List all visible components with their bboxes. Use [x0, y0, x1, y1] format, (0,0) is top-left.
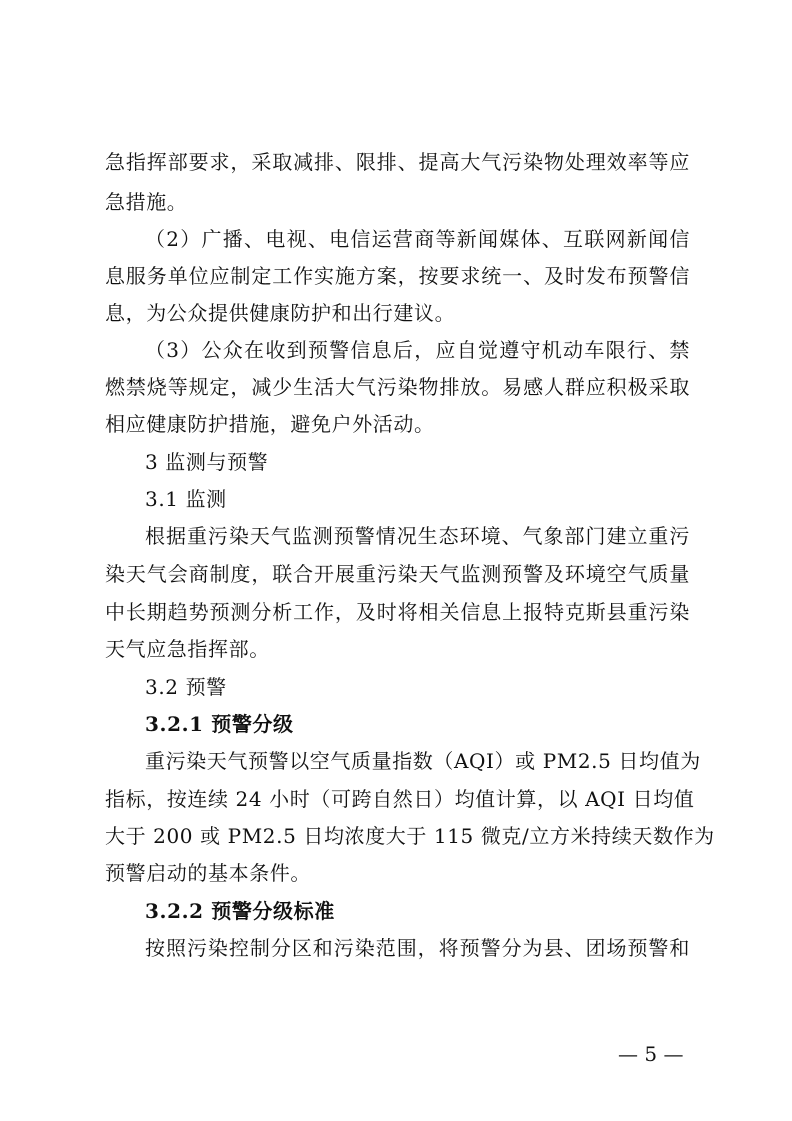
page-number: — 5 — [618, 1042, 684, 1066]
subsubsection-heading: 3.2.2 预警分级标准 [145, 899, 335, 923]
paragraph-line: 中长期趋势预测分析工作，及时将相关信息上报特克斯县重污染 [105, 600, 690, 624]
paragraph-line: 染天气会商制度，联合开展重污染天气监测预警及环境空气质量 [105, 562, 690, 586]
section-heading: 3 监测与预警 [145, 450, 269, 474]
paragraph-line: 急指挥部要求，采取减排、限排、提高大气污染物处理效率等应 [105, 150, 690, 174]
paragraph-line: 重污染天气预警以空气质量指数（AQI）或 PM2.5 日均值为 [145, 749, 701, 773]
paragraph-line: 燃禁烧等规定，减少生活大气污染物排放。易感人群应积极采取 [105, 375, 690, 399]
subsubsection-heading: 3.2.1 预警分级 [145, 712, 294, 736]
paragraph-line: 根据重污染天气监测预警情况生态环境、气象部门建立重污 [145, 524, 690, 548]
paragraph-line: 指标，按连续 24 小时（可跨自然日）均值计算，以 AQI 日均值 [105, 787, 695, 811]
paragraph-line: 息，为公众提供健康防护和出行建议。 [105, 301, 456, 325]
paragraph-line: （3）公众在收到预警信息后，应自觉遵守机动车限行、禁 [145, 338, 690, 362]
paragraph-line: 按照污染控制分区和污染范围，将预警分为县、团场预警和 [145, 936, 690, 960]
paragraph-line: 相应健康防护措施，避免户外活动。 [105, 412, 435, 436]
paragraph-line: 天气应急指挥部。 [105, 637, 270, 661]
paragraph-line: （2）广播、电视、电信运营商等新闻媒体、互联网新闻信 [145, 227, 690, 251]
paragraph-line: 急措施。 [105, 190, 188, 214]
paragraph-line: 预警启动的基本条件。 [105, 861, 311, 885]
paragraph-line: 息服务单位应制定工作实施方案，按要求统一、及时发布预警信 [105, 264, 690, 288]
subsection-heading: 3.2 预警 [145, 675, 227, 699]
subsection-heading: 3.1 监测 [145, 487, 227, 511]
paragraph-line: 大于 200 或 PM2.5 日均浓度大于 115 微克/立方米持续天数作为 [105, 824, 715, 848]
